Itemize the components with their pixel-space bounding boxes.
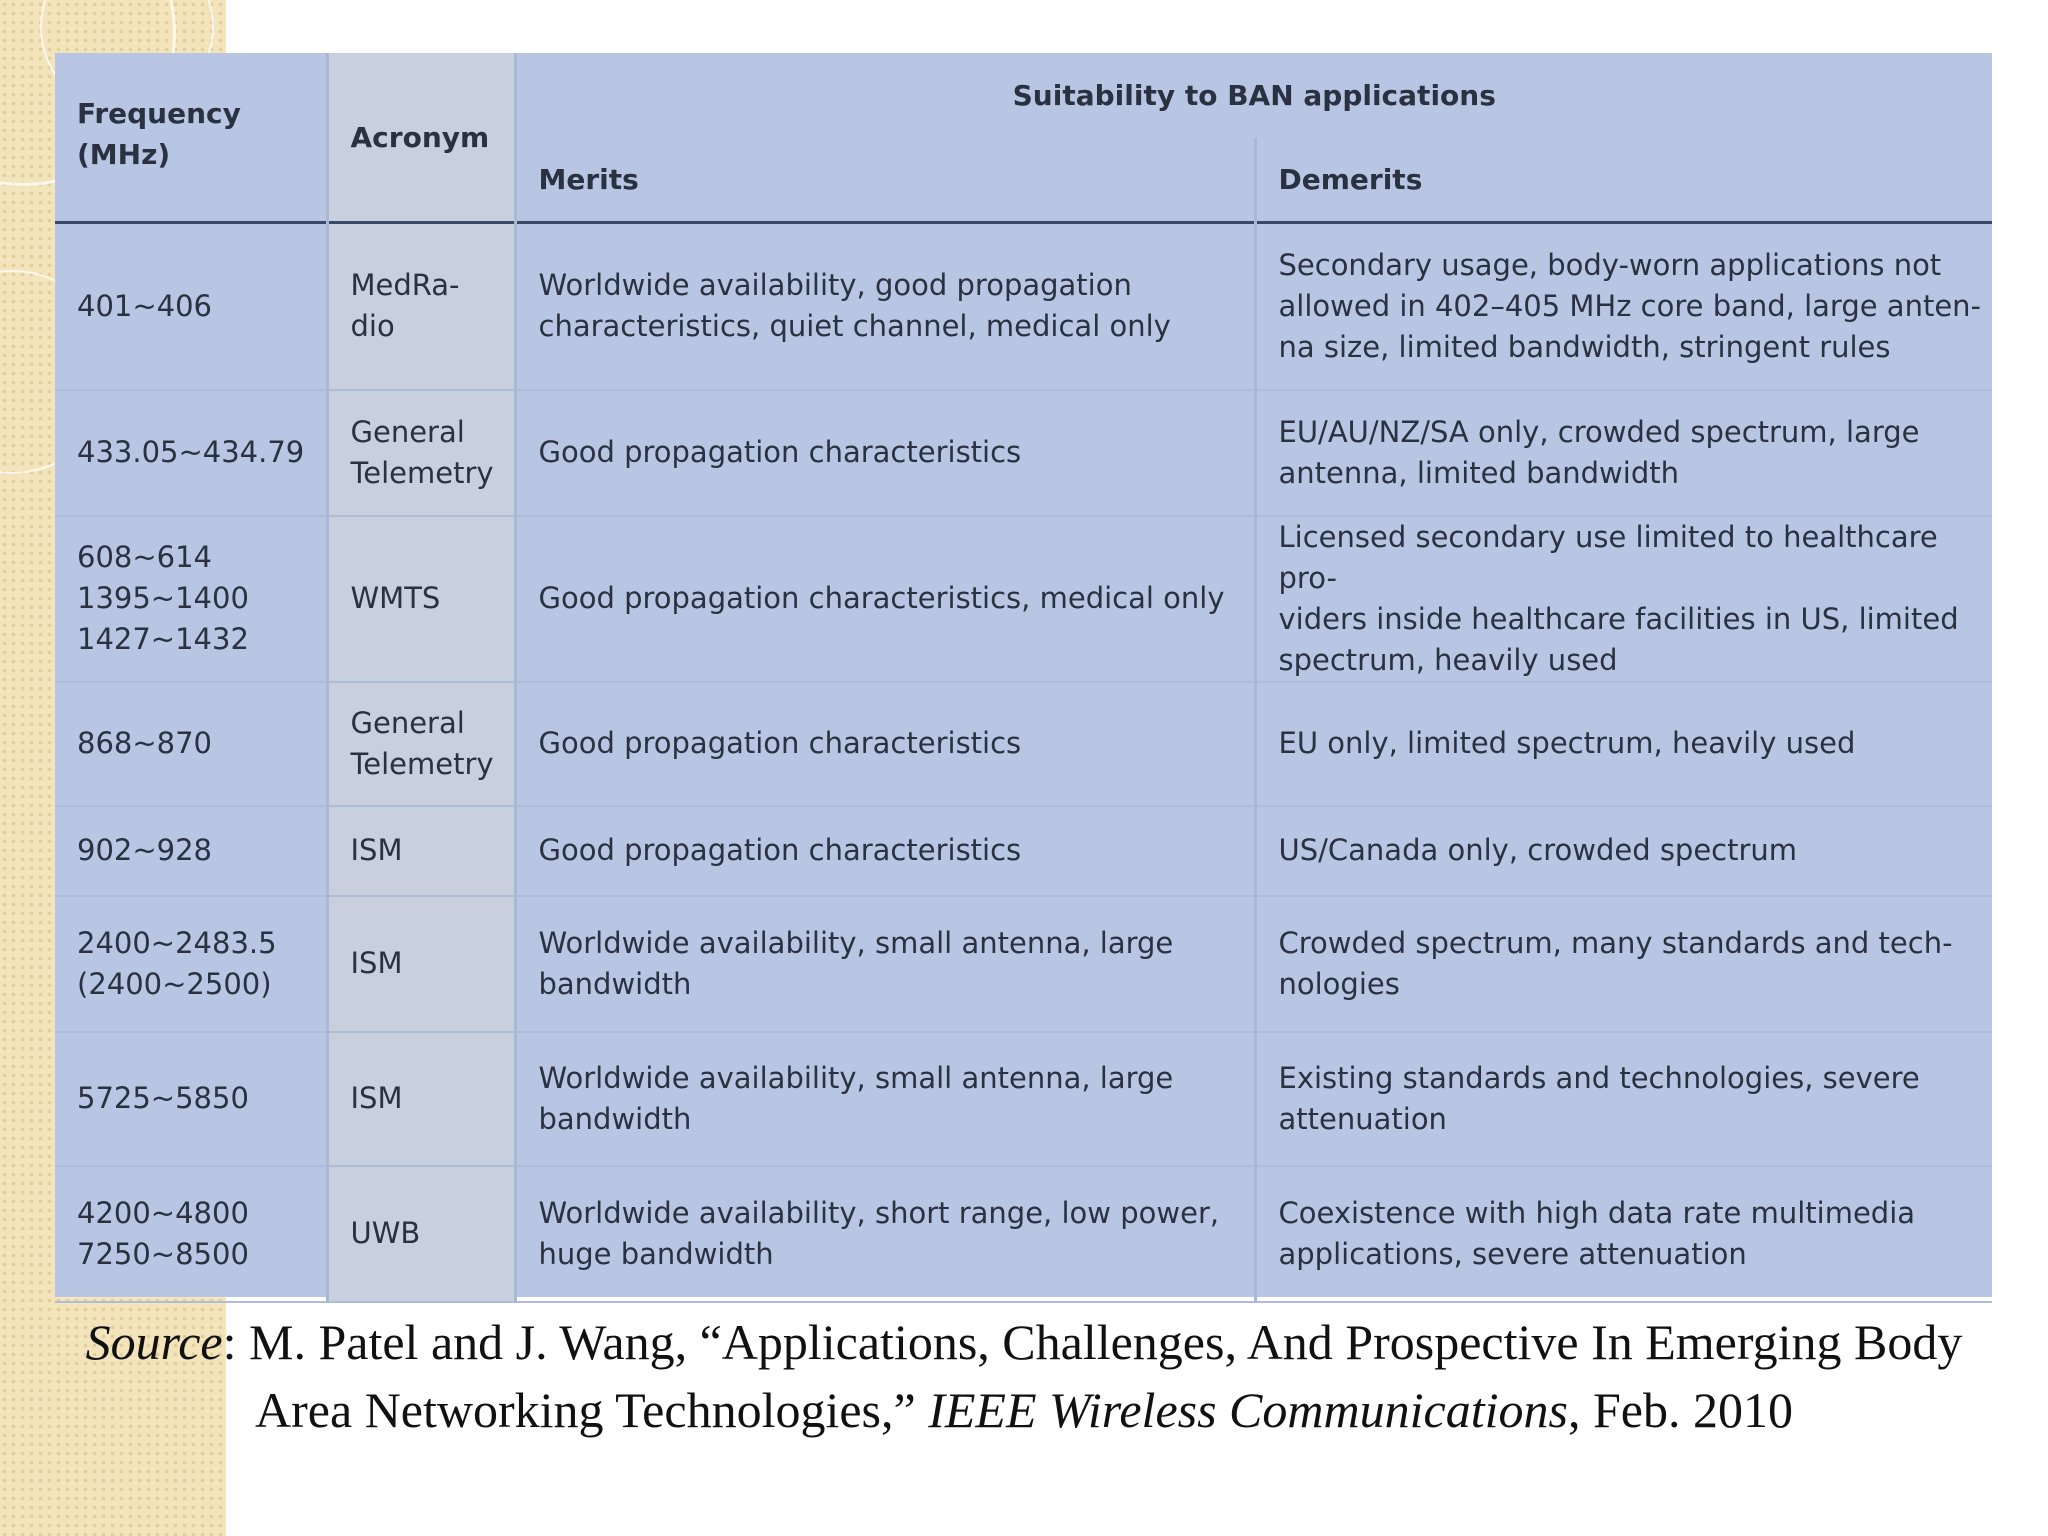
caption-journal: IEEE Wireless Communications: [928, 1382, 1568, 1438]
cell-merits-line: Good propagation characteristics: [538, 435, 1022, 469]
cell-merits: [515, 806, 1255, 896]
cell-merits: [515, 390, 1255, 516]
table-row: [55, 1032, 1992, 1166]
source-caption: [60, 1308, 1988, 1444]
cell-demerits-line: Licensed secondary use limited to healthcare pro-: [1278, 519, 1938, 595]
cell-acronym: [327, 516, 515, 682]
cell-merits-line: Worldwide availability, short range, low power,: [538, 1195, 1220, 1230]
cell-frequency: [55, 806, 327, 896]
cell-merits: [515, 223, 1255, 390]
cell-merits-line: characteristics, quiet channel, medical only: [538, 309, 1171, 344]
cell-frequency: [55, 390, 327, 516]
cell-demerits-line: allowed in 402–405 MHz core band, large anten-: [1278, 288, 1982, 323]
cell-merits-line: bandwidth: [538, 1101, 692, 1136]
cell-demerits-line: EU/AU/NZ/SA only, crowded spectrum, large: [1278, 414, 1920, 449]
cell-acronym-line: MedRa-: [350, 268, 460, 303]
cell-frequency: [55, 223, 327, 390]
cell-demerits-line: na size, limited bandwidth, stringent rules: [1278, 329, 1891, 364]
ban-frequency-table: [55, 53, 1992, 1303]
cell-demerits-line: spectrum, heavily used: [1278, 642, 1618, 677]
cell-merits-line: Good propagation characteristics, medical only: [538, 581, 1225, 615]
cell-acronym: [327, 806, 515, 896]
cell-demerits-line: Existing standards and technologies, severe: [1278, 1060, 1920, 1095]
cell-demerits-line: antenna, limited bandwidth: [1278, 455, 1679, 490]
cell-acronym-line: ISM: [350, 1081, 403, 1115]
cell-demerits-line: EU only, limited spectrum, heavily used: [1278, 726, 1856, 760]
cell-frequency-line: 1427~1432: [77, 622, 249, 656]
cell-merits-line: Good propagation characteristics: [538, 833, 1022, 867]
cell-frequency-line: 7250~8500: [77, 1236, 249, 1271]
cell-demerits-line: Secondary usage, body-worn applications not: [1278, 247, 1942, 282]
cell-acronym: [327, 1166, 515, 1302]
header-frequency-line: Frequency: [77, 97, 241, 130]
cell-demerits-line: nologies: [1278, 966, 1400, 1001]
cell-acronym-line: General: [350, 414, 465, 449]
cell-demerits: [1255, 896, 1992, 1032]
cell-acronym-line: dio: [350, 309, 395, 344]
caption-date: , Feb. 2010: [1567, 1382, 1793, 1438]
cell-merits: [515, 682, 1255, 806]
cell-merits: [515, 896, 1255, 1032]
table-row: [55, 516, 1992, 682]
cell-demerits: [1255, 682, 1992, 806]
cell-frequency-line: 868~870: [77, 726, 213, 760]
cell-merits-line: huge bandwidth: [538, 1236, 774, 1271]
cell-demerits-line: applications, severe attenuation: [1278, 1236, 1747, 1271]
ban-frequency-table-panel: [55, 53, 1992, 1297]
cell-frequency: [55, 1166, 327, 1302]
cell-merits: [515, 1032, 1255, 1166]
cell-merits: [515, 516, 1255, 682]
table-row: [55, 682, 1992, 806]
cell-frequency-line: 902~928: [77, 833, 213, 867]
cell-acronym-line: Telemetry: [350, 746, 494, 781]
cell-merits-line: bandwidth: [538, 966, 692, 1001]
cell-demerits-line: attenuation: [1278, 1101, 1447, 1136]
cell-acronym-line: WMTS: [350, 581, 441, 615]
cell-acronym: [327, 682, 515, 806]
cell-acronym: [327, 1032, 515, 1166]
cell-acronym-line: UWB: [350, 1216, 421, 1250]
cell-acronym-line: ISM: [350, 946, 403, 980]
cell-acronym-line: ISM: [350, 833, 403, 867]
caption-citation: : M. Patel and J. Wang, “Applications, Challenges, And Prospective In Emerging Body Area Networking Technologies,”: [222, 1314, 1963, 1438]
cell-demerits: [1255, 516, 1992, 682]
cell-demerits-line: US/Canada only, crowded spectrum: [1278, 833, 1798, 867]
cell-demerits: [1255, 1032, 1992, 1166]
cell-acronym-line: General: [350, 705, 465, 740]
cell-frequency-line: 4200~4800: [77, 1195, 249, 1230]
cell-frequency-line: 5725~5850: [77, 1081, 249, 1115]
header-merits: Merits: [538, 163, 639, 196]
cell-acronym-line: Telemetry: [350, 455, 494, 490]
cell-frequency-line: 401~406: [77, 288, 213, 323]
header-demerits: Demerits: [1255, 138, 1992, 223]
caption-source-label: Source: [85, 1314, 223, 1370]
header-frequency: [55, 53, 327, 223]
cell-frequency: [55, 896, 327, 1032]
header-frequency-unit: (MHz): [77, 138, 171, 171]
cell-frequency-line: 433.05~434.79: [77, 435, 305, 469]
table-row: [55, 1166, 1992, 1302]
cell-merits-line: Worldwide availability, small antenna, large: [538, 1060, 1174, 1095]
cell-frequency-line: 1395~1400: [77, 581, 249, 615]
header-acronym: Acronym: [327, 53, 515, 223]
cell-acronym: [327, 896, 515, 1032]
cell-merits-line: Worldwide availability, good propagation: [538, 268, 1132, 303]
cell-merits-line: Worldwide availability, small antenna, large: [538, 925, 1174, 960]
cell-demerits-line: Crowded spectrum, many standards and tech-: [1278, 925, 1953, 960]
table-row: [55, 806, 1992, 896]
cell-demerits: [1255, 1166, 1992, 1302]
cell-frequency-line: (2400~2500): [77, 966, 272, 1001]
table-row: [55, 390, 1992, 516]
cell-demerits-line: Coexistence with high data rate multimedia: [1278, 1195, 1916, 1230]
cell-frequency: [55, 682, 327, 806]
table-row: [55, 896, 1992, 1032]
cell-demerits-line: viders inside healthcare facilities in US, limited: [1278, 601, 1959, 636]
cell-frequency: [55, 516, 327, 682]
table-row: [55, 223, 1992, 390]
cell-acronym: [327, 390, 515, 516]
cell-merits-line: Good propagation characteristics: [538, 726, 1022, 760]
header-suitability-group: Suitability to BAN applications: [1012, 79, 1496, 112]
cell-frequency-line: 2400~2483.5: [77, 925, 277, 960]
cell-demerits: [1255, 390, 1992, 516]
cell-demerits: [1255, 223, 1992, 390]
cell-merits: [515, 1166, 1255, 1302]
cell-acronym: [327, 223, 515, 390]
cell-frequency: [55, 1032, 327, 1166]
cell-demerits: [1255, 806, 1992, 896]
cell-frequency-line: 608~614: [77, 540, 213, 574]
